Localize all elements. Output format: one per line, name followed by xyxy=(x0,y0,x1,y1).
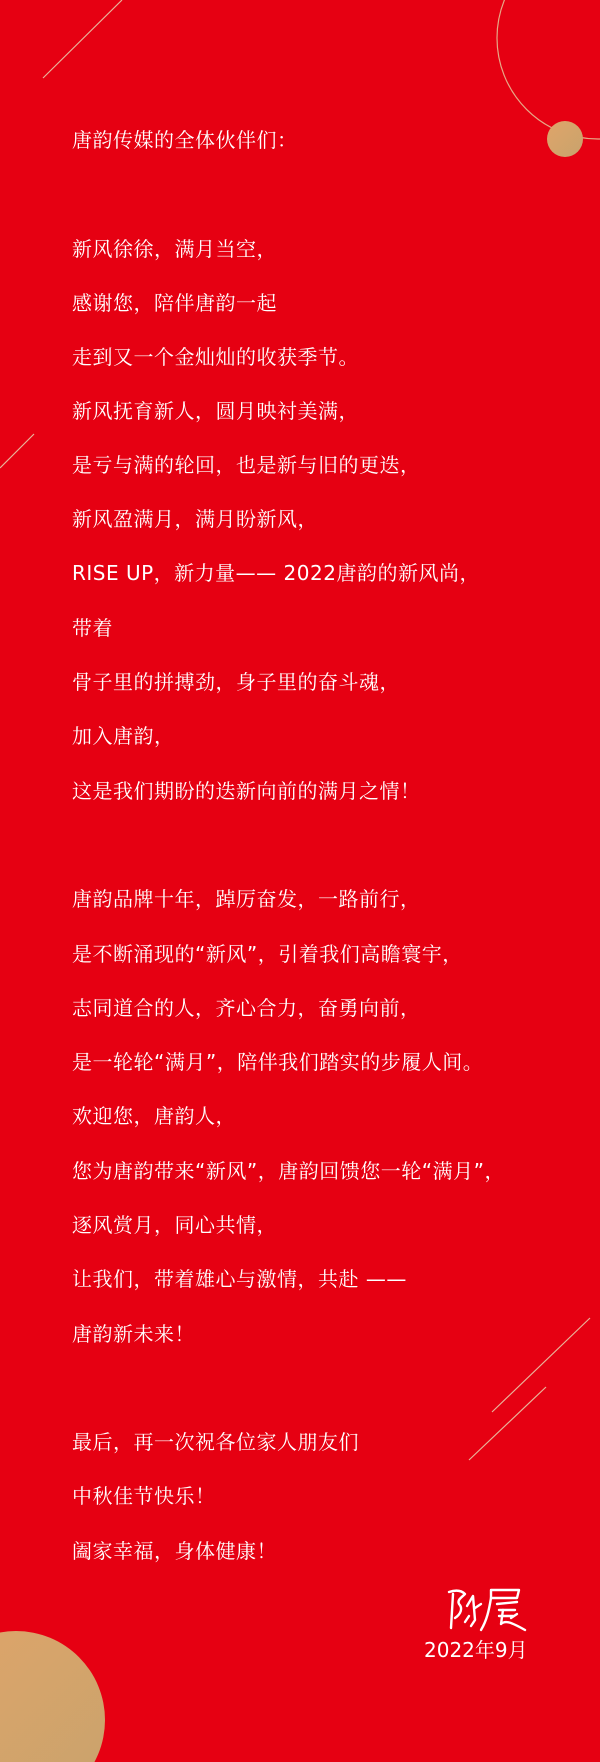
letter-line: 志同道合的人，齐心合力，奋勇向前， xyxy=(72,996,421,1020)
letter-line: 加入唐韵， xyxy=(72,724,175,748)
letter-date: 2022年9月 xyxy=(424,1638,528,1662)
letter-line: 带着 xyxy=(72,616,113,640)
letter-line: 骨子里的拼搏劲，身子里的奋斗魂， xyxy=(72,670,400,694)
decor-gold-dot-small xyxy=(547,121,583,157)
letter-line: 阖家幸福，身体健康！ xyxy=(72,1539,277,1563)
letter-line: 唐韵品牌十年，踔厉奋发，一路前行， xyxy=(72,887,421,911)
letter-line: 最后，再一次祝各位家人朋友们 xyxy=(72,1430,359,1454)
letter-line: 新风盈满月，满月盼新风， xyxy=(72,507,318,531)
letter-line: 是不断涌现的“新风”，引着我们高瞻寰宇， xyxy=(72,942,463,966)
letter-line: 您为唐韵带来“新风”，唐韵回馈您一轮“满月”， xyxy=(72,1159,505,1183)
decor-orbit-circle xyxy=(497,0,600,139)
letter-line: 让我们，带着雄心与激情，共赴 —— xyxy=(72,1267,407,1291)
letter-line: 新风抚育新人，圆月映衬美满， xyxy=(72,399,359,423)
letter-line: 是亏与满的轮回，也是新与旧的更迭， xyxy=(72,453,421,477)
letter-line: 唐韵新未来！ xyxy=(72,1322,195,1346)
letter-line: 是一轮轮“满月”，陪伴我们踏实的步履人间。 xyxy=(72,1050,484,1074)
letter-line: RISE UP，新力量—— 2022唐韵的新风尚， xyxy=(72,561,480,585)
letter-line: 逐风赏月，同心共情， xyxy=(72,1213,277,1237)
letter-line: 感谢您，陪伴唐韵一起 xyxy=(72,291,277,315)
decor-line-top-left xyxy=(43,0,122,78)
decor-gold-moon-large xyxy=(0,1631,105,1762)
letter-line: 中秋佳节快乐！ xyxy=(72,1484,216,1508)
letter-line: 走到又一个金灿灿的收获季节。 xyxy=(72,345,359,369)
decor-line-left xyxy=(0,434,34,468)
decor-line-bottom-right-2 xyxy=(469,1387,546,1460)
decor-line-bottom-right-1 xyxy=(492,1318,590,1412)
letter-line: 新风徐徐，满月当空， xyxy=(72,237,277,261)
handwritten-signature xyxy=(445,1584,529,1636)
letter-line: 欢迎您，唐韵人， xyxy=(72,1104,236,1128)
letter-greeting: 唐韵传媒的全体伙伴们： xyxy=(72,128,298,152)
letter-line: 这是我们期盼的迭新向前的满月之情！ xyxy=(72,779,421,803)
